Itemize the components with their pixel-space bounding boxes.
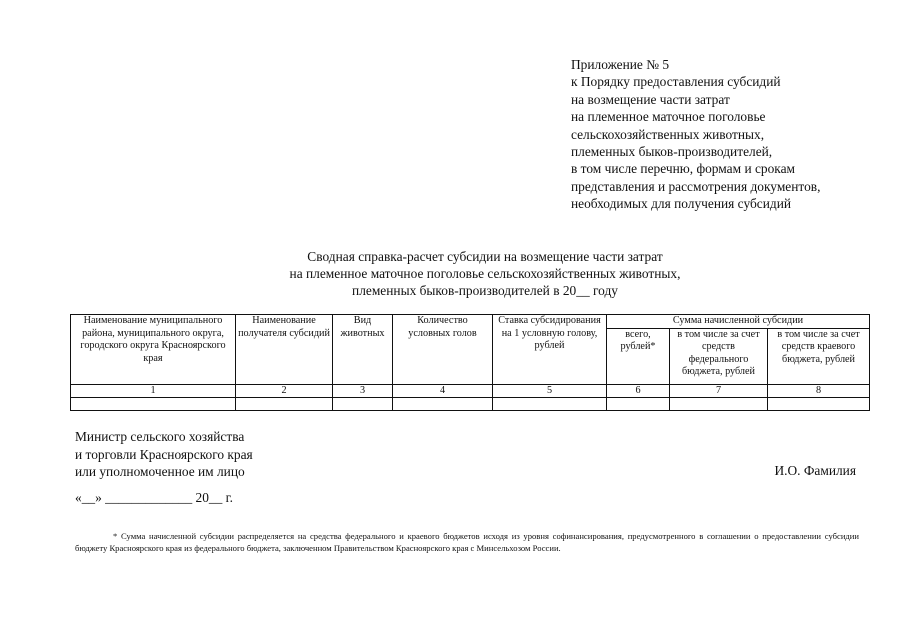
table-cell[interactable]: [768, 397, 870, 410]
header-conditional-heads: Количество условных голов: [393, 315, 493, 385]
column-number: 2: [236, 384, 333, 397]
appendix-header: [571, 56, 820, 213]
header-animal-type: Вид животных: [333, 315, 393, 385]
table-cell[interactable]: [670, 397, 768, 410]
subsidy-table: [70, 314, 870, 411]
date-line: «__» _____________ 20__ г.: [75, 490, 233, 505]
footnote-text: * Сумма начисленной субсидии распределяется на средства федерального и краевого бюджетов исходя из уровня софинансирования, предусмотренного в соглашении о предоставлении субсидии бюджету Красноярского края из федерального бюджета, заключенном Правительством Красноярского края с Минсельхозом России.: [75, 531, 859, 554]
title-line: Сводная справка-расчет субсидии на возмещение части затрат: [307, 249, 663, 264]
appendix-line: необходимых для получения субсидий: [571, 196, 792, 212]
table-cell[interactable]: [71, 397, 236, 410]
appendix-line: племенных быков-производителей,: [571, 144, 773, 160]
signatory-name: И.О. Фамилия: [774, 463, 856, 478]
table-cell[interactable]: [393, 397, 493, 410]
column-number: 8: [768, 384, 870, 397]
column-number: 3: [333, 384, 393, 397]
column-number: 6: [607, 384, 670, 397]
appendix-line: к Порядку предоставления субсидий: [571, 74, 781, 90]
column-number: 4: [393, 384, 493, 397]
appendix-line: на возмещение части затрат: [571, 91, 730, 107]
table-cell[interactable]: [493, 397, 607, 410]
header-recipient: Наименование получателя субсидий: [236, 315, 333, 385]
signatory-position: [75, 428, 253, 481]
column-number: 5: [493, 384, 607, 397]
appendix-line: на племенное маточное поголовье: [571, 109, 766, 125]
table-cell[interactable]: [333, 397, 393, 410]
table-cell[interactable]: [607, 397, 670, 410]
signatory-line: и торговли Красноярского края: [75, 446, 253, 462]
header-regional: в том числе за счет средств краевого бюджета, рублей: [768, 328, 870, 384]
header-federal: в том числе за счет средств федерального бюджета, рублей: [670, 328, 768, 384]
appendix-line: в том числе перечню, формам и срокам: [571, 161, 796, 177]
appendix-line: сельскохозяйственных животных,: [571, 126, 765, 142]
header-subsidy-sum: Сумма начисленной субсидии: [607, 315, 870, 329]
appendix-line: представления и рассмотрения документов,: [571, 178, 821, 194]
signatory-line: или уполномоченное им лицо: [75, 464, 245, 479]
title-line: племенных быков-производителей в 20__ году: [352, 283, 618, 298]
title-line: на племенное маточное поголовье сельскохозяйственных животных,: [289, 266, 681, 281]
header-total: всего, рублей*: [607, 328, 670, 384]
document-title: [200, 248, 770, 299]
header-rate: Ставка субсидирования на 1 условную голову, рублей: [493, 315, 607, 385]
signatory-line: Министр сельского хозяйства: [75, 429, 245, 444]
column-number: 1: [71, 384, 236, 397]
header-municipality: Наименование муниципального района, муниципального округа, городского округа Красноярского края: [71, 315, 236, 385]
appendix-line: Приложение № 5: [571, 57, 670, 72]
footnote: [75, 530, 859, 554]
column-number: 7: [670, 384, 768, 397]
table-cell[interactable]: [236, 397, 333, 410]
